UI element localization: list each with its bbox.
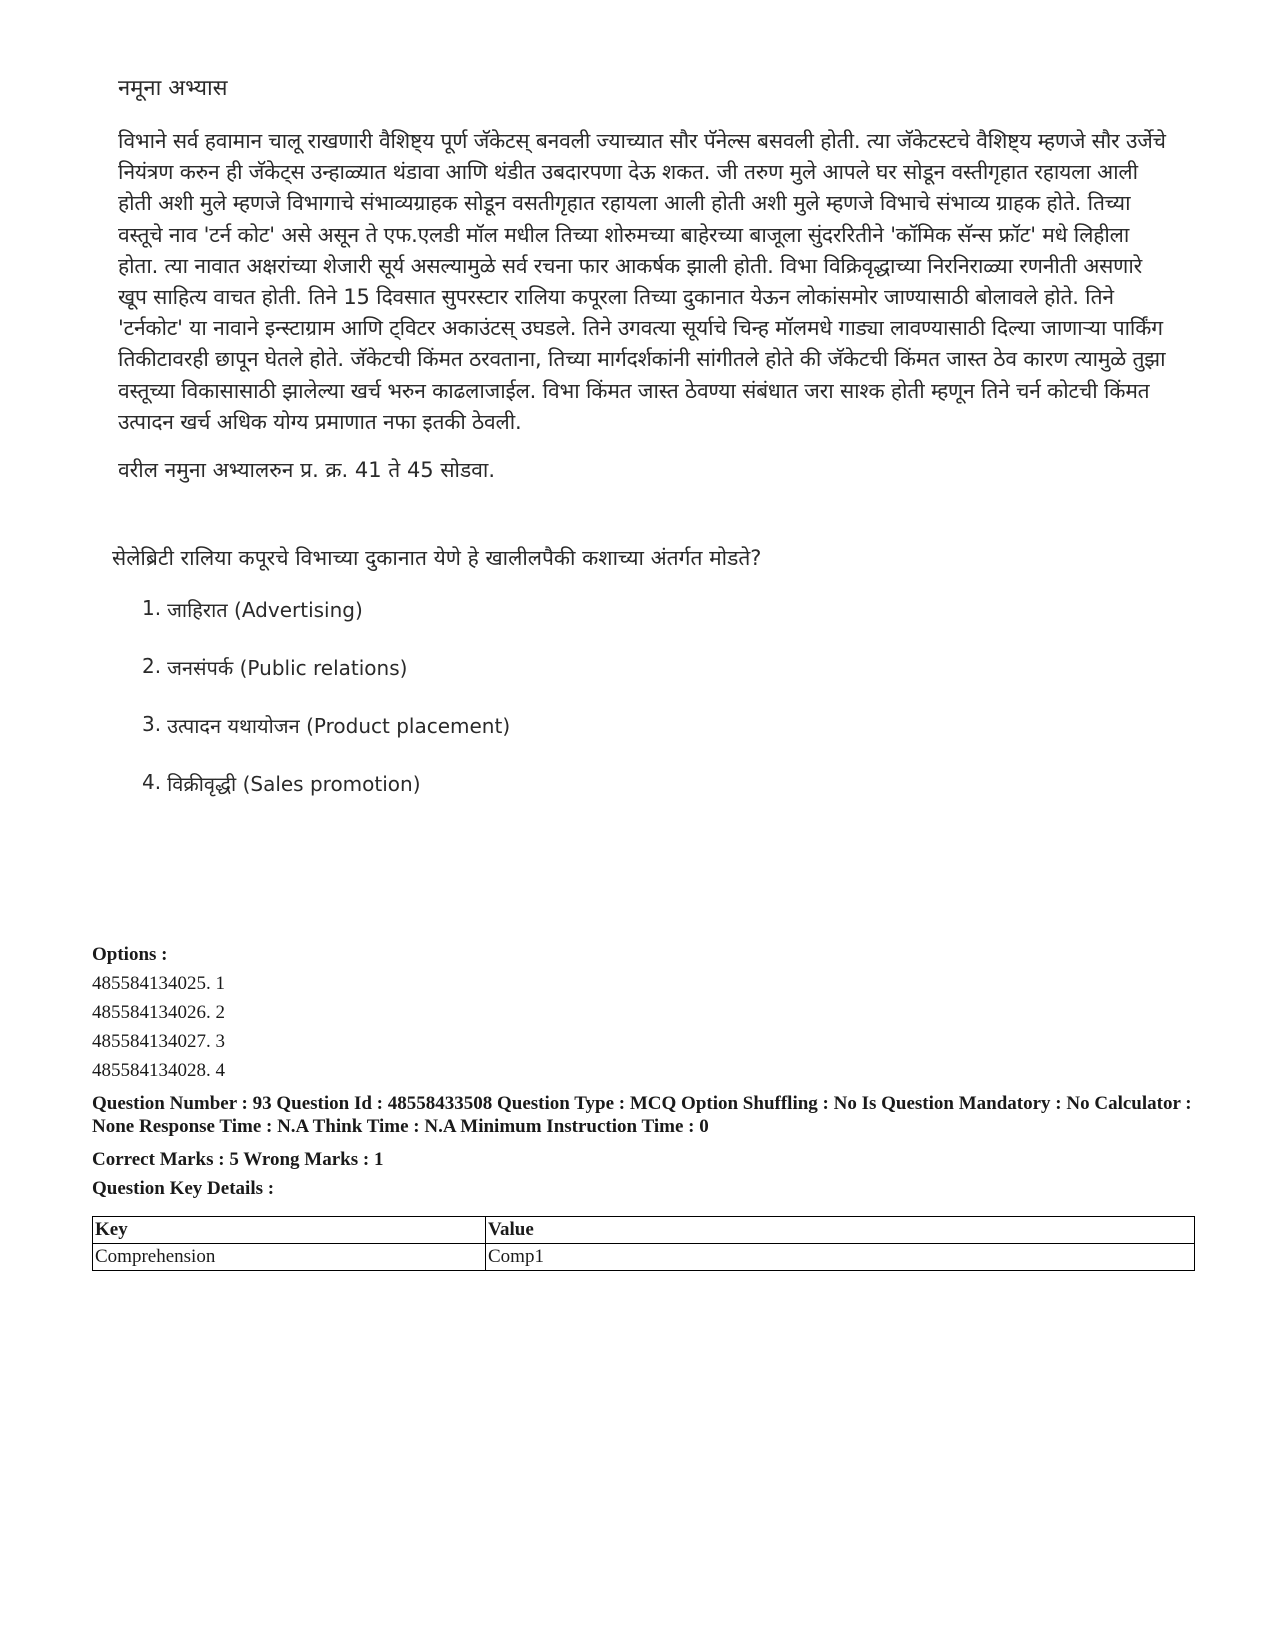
answer-choice: 2. जनसंपर्क (Public relations) <box>142 654 408 681</box>
key-details-table <box>92 1216 1195 1271</box>
question-text: सेलेब्रिटी रालिया कपूरचे विभाच्या दुकानात येणे हे खालीलपैकी कशाच्या अंतर्गत मोडते? <box>112 546 762 571</box>
passage-title: नमूना अभ्यास <box>118 76 228 101</box>
option-id-list <box>92 940 225 1085</box>
passage-text: विभाने सर्व हवामान चालू राखणारी वैशिष्ट्य पूर्ण जॅकेटस् बनवली ज्याच्यात सौर पॅनेल्स बसवली होती. त्या जॅकेटस्टचे वैशिष्ट्य म्हणजे सौर उर्जेचे नियंत्रण करुन ही जॅकेट्स उन्हाळ्यात थंडावा आणि थंडीत उबदारपणा देऊ शकत. जी तरुण मुले आपले घर सोडून वस्तीगृहात रहायला आली होती अशी मुले म्हणजे विभागाचे संभाव्यग्राहक सोडून वसतीगृहात रहायला आली होती अशी मुले म्हणजे विभाचे संभाव्य ग्राहक होते. तिच्या वस्तूचे नाव 'टर्न कोट' असे असून ते एफ.एलडी मॉल मधील तिच्या शोरुमच्या बाहेरच्या बाजूला सुंदररितीने 'कॉमिक सॅन्स फ्रॉट' मधे लिहीला होता. त्या नावात अक्षरांच्या शेजारी सूर्य असल्यामुळे सर्व रचना फार आकर्षक झाली होती. विभा विक्रिवृद्धाच्या निरनिराळ्या रणनीती असणारे खूप साहित्य वाचत होती. तिने 15 दिवसात सुपरस्टार रालिया कपूरला तिच्या दुकानात येऊन लोकांसमोर जाण्यासाठी बोलावले होते. तिने 'टर्नकोट' या नावाने इन्स्टाग्राम आणि ट्विटर अकाउंटस् उघडले. तिने उगवत्या सूर्याचे चिन्ह मॉलमधे गाड्या लावण्यासाठी दिल्या जाणाऱ्या पार्किंग तिकीटावरही छापून घेतले होते. जॅकेटची किंमत ठरवताना, तिच्या मार्गदर्शकांनी सांगीतले होते की जॅकेटची किंमत जास्त ठेव कारण त्यामुळे तुझा वस्तूच्या विकासासाठी झालेल्या खर्च भरुन काढलाजाईल. विभा किंमत जास्त ठेवण्या संबंधात जरा साश्क होती म्हणून तिने चर्न कोटची किंमत उत्पादन खर्च अधिक योग्य प्रमाणात नफा इतकी ठेवली. <box>118 129 1166 434</box>
option-id: 485584134027. 3 <box>92 1031 225 1052</box>
table-header-row <box>93 1217 1195 1244</box>
table-cell-key: Comprehension <box>93 1244 486 1271</box>
answer-choice: 1. जाहिरात (Advertising) <box>142 596 363 623</box>
answer-choice: 4. विक्रीवृद्धी (Sales promotion) <box>142 770 421 797</box>
answer-choices <box>112 596 1172 828</box>
table-cell-value: Comp1 <box>486 1244 1195 1271</box>
answer-choice: 3. उत्पादन यथायोजन (Product placement) <box>142 712 511 739</box>
option-id: 485584134025. 1 <box>92 973 225 994</box>
passage-instruction: वरील नमुना अभ्यालरुन प्र. क्र. 41 ते 45 सोडवा. <box>118 458 496 483</box>
key-details-heading: Question Key Details : <box>92 1178 275 1199</box>
question-image <box>112 72 1172 828</box>
table-header-key: Key <box>93 1217 486 1244</box>
question-meta: Question Number : 93 Question Id : 48558433508 Question Type : MCQ Option Shuffling : No Is Question Mandatory : No Calculator : None Response Time : N.A Think Time : N.A Minimum Instruction Time : 0 <box>92 1093 1192 1137</box>
table-row <box>93 1244 1195 1271</box>
option-id: 485584134028. 4 <box>92 1060 225 1081</box>
options-heading: Options : <box>92 944 168 965</box>
option-id: 485584134026. 2 <box>92 1002 225 1023</box>
marks-line: Correct Marks : 5 Wrong Marks : 1 <box>92 1149 384 1170</box>
table-header-value: Value <box>486 1217 1195 1244</box>
